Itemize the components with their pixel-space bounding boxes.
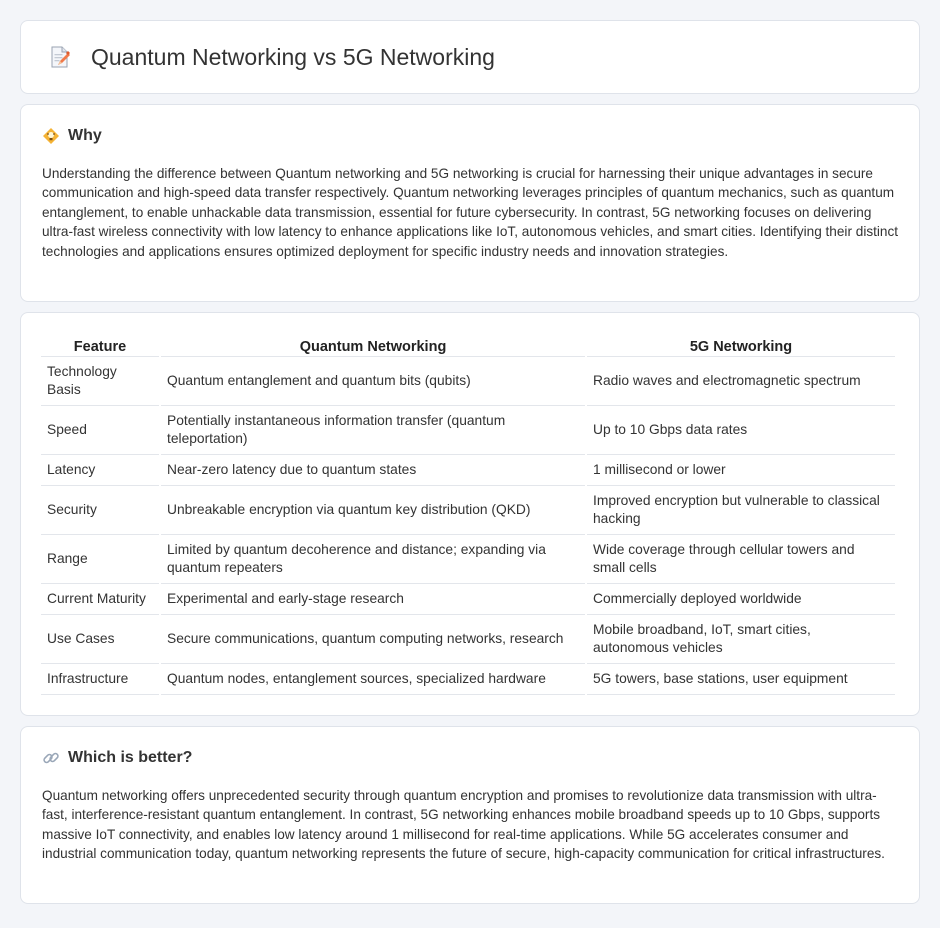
- table-row: [41, 535, 895, 584]
- better-text: Quantum networking offers unprecedented security through quantum encryption and promises to revolutionize data transmission with ultra-fast, interference-resistant quantum entanglement. In contrast, 5G networking enhances mobile broadband speeds up to 10 Gbps, supports massive IoT connectivity, and enables low latency around 1 millisecond for real-time applications. While 5G accelerates consumer and industrial communication today, quantum networking represents the future of secure, high-capacity communication for critical infrastructures.: [42, 788, 885, 862]
- cell-5g: Improved encryption but vulnerable to classical hacking: [587, 486, 895, 535]
- cell-5g: 1 millisecond or lower: [587, 455, 895, 486]
- header-quantum: Quantum Networking: [161, 333, 585, 357]
- page-title: Quantum Networking vs 5G Networking: [91, 43, 495, 70]
- cell-5g: Mobile broadband, IoT, smart cities, autonomous vehicles: [587, 615, 895, 664]
- cell-quantum: Near-zero latency due to quantum states: [161, 455, 585, 486]
- cell-quantum: Quantum entanglement and quantum bits (qubits): [161, 357, 585, 406]
- link-icon: [42, 749, 60, 767]
- table-row: [41, 615, 895, 664]
- why-section: [20, 104, 920, 302]
- cell-quantum: Unbreakable encryption via quantum key distribution (QKD): [161, 486, 585, 535]
- comparison-table-card: [20, 312, 920, 716]
- cell-feature: Technology Basis: [41, 357, 159, 406]
- why-text: Understanding the difference between Quantum networking and 5G networking is crucial for harnessing their unique advantages in secure communication and high-speed data transfer respectively. Quantum networking leverages principles of quantum mechanics, such as quantum entanglement, to enable unhackable data transmission, essential for future cybersecurity. In contrast, 5G networking focuses on delivering ultra-fast wireless connectivity with low latency to enhance applications like IoT, autonomous vehicles, and smart cities. Identifying their distinct technologies and applications ensures optimized deployment for specific industry needs and innovation strategies.: [42, 166, 899, 259]
- cell-quantum: Limited by quantum decoherence and distance; expanding via quantum repeaters: [161, 535, 585, 584]
- cell-feature: Current Maturity: [41, 584, 159, 615]
- cell-feature: Range: [41, 535, 159, 584]
- title-card: [20, 20, 920, 94]
- table-row: [41, 584, 895, 615]
- cell-feature: Speed: [41, 406, 159, 455]
- document-pencil-icon: [47, 44, 73, 70]
- cell-feature: Latency: [41, 455, 159, 486]
- cell-5g: Radio waves and electromagnetic spectrum: [587, 357, 895, 406]
- cell-feature: Security: [41, 486, 159, 535]
- why-header: [42, 127, 899, 145]
- cell-5g: 5G towers, base stations, user equipment: [587, 664, 895, 695]
- lightbulb-diamond-icon: [42, 127, 60, 145]
- cell-feature: Use Cases: [41, 615, 159, 664]
- cell-quantum: Quantum nodes, entanglement sources, specialized hardware: [161, 664, 585, 695]
- why-heading: Why: [68, 127, 102, 144]
- which-is-better-section: [20, 726, 920, 904]
- table-header-row: [41, 333, 895, 357]
- table-row: [41, 486, 895, 535]
- header-5g: 5G Networking: [587, 333, 895, 357]
- table-row: [41, 406, 895, 455]
- table-row: [41, 357, 895, 406]
- table-row: [41, 664, 895, 695]
- better-heading: Which is better?: [68, 749, 193, 766]
- cell-feature: Infrastructure: [41, 664, 159, 695]
- header-feature: Feature: [41, 333, 159, 357]
- table-row: [41, 455, 895, 486]
- better-header: [42, 749, 899, 767]
- cell-quantum: Secure communications, quantum computing networks, research: [161, 615, 585, 664]
- cell-5g: Up to 10 Gbps data rates: [587, 406, 895, 455]
- cell-quantum: Potentially instantaneous information transfer (quantum teleportation): [161, 406, 585, 455]
- cell-5g: Wide coverage through cellular towers and small cells: [587, 535, 895, 584]
- cell-5g: Commercially deployed worldwide: [587, 584, 895, 615]
- cell-quantum: Experimental and early-stage research: [161, 584, 585, 615]
- comparison-table: [39, 333, 897, 695]
